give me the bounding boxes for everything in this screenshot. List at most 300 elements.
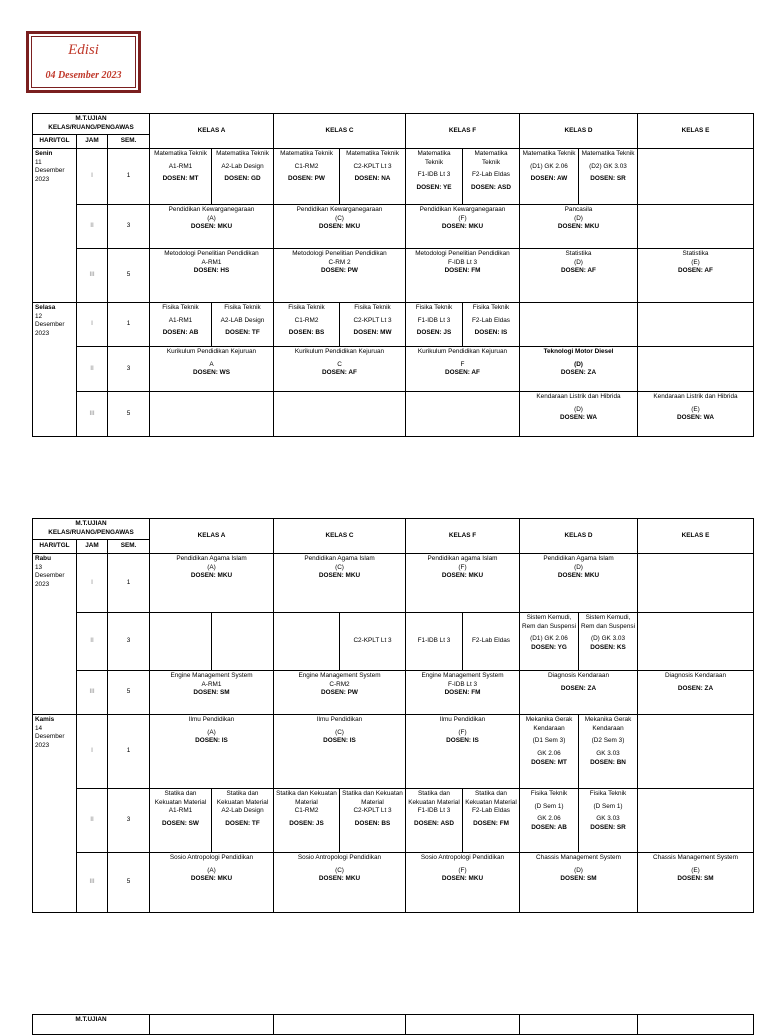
header-cell: [520, 1015, 638, 1035]
subject: Ilmu Pendidikan: [188, 716, 235, 723]
subject: Pendidikan Agama Islam: [176, 555, 247, 562]
lecturer: DOSEN: MKU: [441, 875, 484, 883]
lecturer: DOSEN: AF: [561, 267, 596, 275]
sem-cell: 1: [108, 554, 150, 613]
exam-cell: [150, 715, 274, 789]
jam-cell: I: [77, 149, 108, 205]
lecturer: DOSEN: MKU: [190, 223, 233, 231]
exam-cell: [150, 249, 274, 303]
day-name: Selasa: [35, 304, 56, 311]
subject: Statika dan Kekuatan Material: [465, 790, 517, 806]
subject: Pendidikan Kewarganegaraan: [419, 206, 506, 213]
subject: Kendaraan Listrik dan Hibrida: [653, 393, 738, 400]
exam-cell: [150, 205, 274, 249]
room: (D): [574, 866, 583, 874]
room: (C): [335, 563, 344, 571]
subject: Metodologi Penelitian Pendidikan: [164, 250, 259, 257]
subject: Matematika Teknik: [154, 150, 207, 157]
exam-cell: [520, 853, 638, 913]
header-kelas-e: KELAS E: [638, 519, 754, 554]
subject: Engine Management System: [298, 672, 381, 679]
exam-cell: [406, 303, 463, 347]
subject: Pendidikan Agama Islam: [543, 555, 614, 562]
empty-cell: [638, 613, 754, 671]
subject: Statika dan Kekuatan Material: [342, 790, 403, 806]
subject: Sosio Antropologi Pendidikan: [169, 854, 254, 861]
exam-cell: [274, 853, 406, 913]
jam-cell: III: [77, 249, 108, 303]
header-kelas-d: KELAS D: [520, 114, 638, 149]
jam-cell: I: [77, 303, 108, 347]
room: (D Sem 1): [534, 802, 564, 810]
exam-cell: [150, 554, 274, 613]
room: (D1) GK 2.06: [530, 635, 568, 643]
room: (D Sem 1): [593, 802, 623, 810]
sem-cell: 3: [108, 613, 150, 671]
empty-cell: [638, 347, 754, 392]
lecturer: DOSEN: IS: [474, 329, 508, 337]
edition-date: 04 Desember 2023: [45, 70, 122, 81]
day-name: Kamis: [35, 716, 55, 723]
room: A2-Lab Design: [221, 807, 264, 815]
room: C2-KPLT Lt 3: [353, 162, 392, 170]
lecturer: DOSEN: BN: [590, 758, 626, 766]
exam-cell: [638, 249, 754, 303]
empty-cell: [150, 613, 212, 671]
header-kelas-c: KELAS C: [274, 114, 406, 149]
lecturer: DOSEN: FM: [444, 267, 481, 275]
room: (F): [458, 214, 467, 222]
exam-cell: [463, 613, 520, 671]
subject: Kendaraan Listrik dan Hibrida: [536, 393, 621, 400]
jam-cell: II: [77, 205, 108, 249]
subject: Diagnosis Kendaraan: [547, 672, 610, 679]
room: (D2 Sem 3): [591, 737, 625, 745]
sem-cell: 1: [108, 149, 150, 205]
room: (C): [335, 214, 344, 222]
lecturer: DOSEN: IS: [446, 737, 479, 745]
exam-cell: [340, 789, 406, 853]
room: F2-Lab Eldas: [471, 171, 510, 179]
sem-cell: 1: [108, 715, 150, 789]
schedule-table-1: [32, 113, 754, 437]
lecturer: DOSEN: SM: [560, 875, 597, 883]
subject: Matematika Teknik: [280, 150, 333, 157]
day-month: Desember: [35, 733, 65, 741]
exam-cell: [150, 853, 274, 913]
room: (A): [207, 214, 216, 222]
room: C-RM 2: [328, 258, 351, 266]
lecturer: DOSEN: ZA: [560, 369, 597, 377]
day-month: Desember: [35, 321, 65, 329]
exam-cell: [274, 789, 340, 853]
exam-cell: [406, 554, 520, 613]
empty-cell: [638, 149, 754, 205]
exam-cell: [406, 853, 520, 913]
lecturer: DOSEN: GD: [224, 175, 261, 183]
subject: Statika dan Kekuatan Material: [276, 790, 337, 806]
room: F1-IDB Lt 3: [417, 316, 451, 324]
subject: Fisika Teknik: [589, 790, 627, 797]
lecturer: DOSEN: WA: [560, 414, 597, 422]
subject: Mekanika Gerak Kendaraan: [584, 716, 632, 732]
room: F: [460, 360, 465, 368]
lecturer: DOSEN: WS: [193, 369, 230, 377]
lecturer: DOSEN: AB: [162, 329, 199, 337]
jam-cell: II: [77, 613, 108, 671]
subject: Chassis Management System: [536, 854, 621, 861]
day-year: 2023: [35, 175, 50, 183]
lecturer: DOSEN: SM: [677, 875, 714, 883]
day-month: Desember: [35, 167, 65, 175]
exam-cell: [274, 149, 340, 205]
header-mt: [33, 1015, 150, 1035]
lecturer: DOSEN: TF: [225, 329, 260, 337]
exam-cell: [579, 613, 638, 671]
lecturer: DOSEN: SW: [162, 819, 199, 827]
room: F1-IDB Lt 3: [417, 807, 451, 815]
exam-cell: [520, 347, 638, 392]
day-year: 2023: [35, 741, 50, 749]
exam-cell: [520, 789, 579, 853]
empty-cell: [638, 303, 754, 347]
empty-cell: [638, 789, 754, 853]
subject: Pendidikan agama Islam: [427, 555, 498, 562]
header-mt: [33, 519, 150, 540]
empty-cell: [638, 205, 754, 249]
lecturer: DOSEN: ZA: [677, 684, 714, 692]
lecturer: DOSEN: AF: [322, 369, 357, 377]
exam-cell: [406, 789, 463, 853]
subject: Ilmu Pendidikan: [316, 716, 363, 723]
empty-cell: [274, 613, 340, 671]
lecturer: DOSEN: JS: [416, 329, 452, 337]
room: A2-Lab Design: [221, 162, 264, 170]
empty-cell: [212, 613, 274, 671]
room: (F): [458, 728, 467, 736]
subject: Engine Management System: [170, 672, 253, 679]
lecturer: DOSEN: ZA: [560, 684, 597, 692]
lecturer: DOSEN: ASD: [414, 819, 454, 827]
jam-cell: II: [77, 347, 108, 392]
exam-cell: [520, 715, 579, 789]
empty-cell: [638, 554, 754, 613]
subject: Matematika Teknik: [581, 150, 635, 157]
room: A-RM1: [201, 258, 222, 266]
exam-cell: [406, 249, 520, 303]
lecturer: DOSEN: MW: [353, 329, 392, 337]
room: (A): [207, 728, 216, 736]
room: (C): [335, 728, 344, 736]
room: A1-RM1: [168, 316, 193, 324]
lecturer: DOSEN: MT: [162, 175, 199, 183]
subject: Fisika Teknik: [415, 304, 453, 311]
exam-cell: [463, 303, 520, 347]
header-hari: HARI/TGL: [33, 135, 77, 149]
header-kelas-c: KELAS C: [274, 519, 406, 554]
room: GK 3.03: [596, 749, 620, 757]
header-kelas-e: KELAS E: [638, 114, 754, 149]
jam-cell: I: [77, 554, 108, 613]
exam-cell: [520, 149, 579, 205]
subject: Pendidikan Agama Islam: [304, 555, 375, 562]
schedule-table-2: [32, 518, 754, 913]
schedule-table-3: [32, 1014, 754, 1035]
header-jam: JAM: [77, 540, 108, 554]
subject: Sistem Kemudi, Rem dan Suspensi: [581, 614, 635, 630]
header-cell: [406, 1015, 520, 1035]
lecturer: DOSEN: JS: [289, 819, 324, 827]
room: C2-KPLT Lt 3: [353, 637, 392, 645]
lecturer: DOSEN: KS: [590, 643, 626, 651]
room: C2-KPLT Lt 3: [353, 807, 392, 815]
lecturer: DOSEN: SR: [590, 175, 626, 183]
sem-cell: 5: [108, 671, 150, 715]
jam-cell: II: [77, 789, 108, 853]
exam-cell: [579, 149, 638, 205]
subject: Matematika Teknik: [417, 150, 451, 166]
exam-cell: [463, 149, 520, 205]
room: F2-Lab Eldas: [471, 316, 510, 324]
room: (D1) GK 2.06: [530, 162, 568, 170]
exam-cell: [406, 613, 463, 671]
lecturer: DOSEN: MKU: [557, 223, 600, 231]
room: (A): [207, 563, 216, 571]
exam-cell: [274, 671, 406, 715]
room: C1-RM2: [294, 162, 319, 170]
room: A1-RM1: [168, 807, 193, 815]
subject: Matematika Teknik: [474, 150, 508, 166]
empty-cell: [520, 303, 638, 347]
exam-cell: [520, 613, 579, 671]
subject: Metodologi Penelitian Pendidikan: [415, 250, 510, 257]
subject: Matematika Teknik: [216, 150, 269, 157]
exam-cell: [274, 554, 406, 613]
room: C2-KPLT Lt 3: [353, 316, 392, 324]
exam-cell: [406, 715, 520, 789]
subject: Fisika Teknik: [530, 790, 568, 797]
sem-cell: 1: [108, 303, 150, 347]
exam-cell: [340, 303, 406, 347]
day-date: 12: [35, 312, 43, 320]
exam-cell: [520, 671, 638, 715]
lecturer: DOSEN: SM: [193, 689, 230, 697]
exam-cell: [274, 205, 406, 249]
room: A2-LAB Design: [220, 316, 265, 324]
lecturer: DOSEN: YE: [416, 183, 452, 191]
room: GK 3.03: [596, 815, 620, 823]
header-mt-text: M.T.UJIAN: [75, 115, 107, 123]
room: A1-RM1: [168, 162, 193, 170]
room: F2-Lab Eldas: [471, 637, 510, 645]
day-kamis: [33, 715, 77, 913]
room: (D): [574, 563, 583, 571]
subject: Statistika: [682, 250, 709, 257]
empty-cell: [638, 715, 754, 789]
edition-title: Edisi: [68, 42, 99, 58]
jam-cell: I: [77, 715, 108, 789]
lecturer: DOSEN: MKU: [441, 572, 484, 580]
room: (C): [335, 866, 344, 874]
header-kelas-ruang: KELAS/RUANG/PENGAWAS: [48, 529, 134, 536]
lecturer: DOSEN: HS: [193, 267, 230, 275]
empty-cell: [150, 392, 274, 437]
exam-cell: [274, 715, 406, 789]
edition-box: [26, 31, 141, 93]
room: (A): [207, 866, 216, 874]
empty-cell: [406, 392, 520, 437]
subject: Sistem Kemudi, Rem dan Suspensi: [522, 614, 576, 630]
subject: Pancasila: [564, 206, 593, 213]
room: (F): [458, 866, 467, 874]
jam-cell: III: [77, 671, 108, 715]
lecturer: DOSEN: AF: [445, 369, 480, 377]
room: C: [337, 360, 342, 368]
subject: Fisika Teknik: [472, 304, 510, 311]
room: (E): [691, 866, 700, 874]
subject: Statika dan Kekuatan Material: [154, 790, 207, 806]
header-kelas-a: KELAS A: [150, 114, 274, 149]
subject: Metodologi Penelitian Pendidikan: [292, 250, 387, 257]
sem-cell: 3: [108, 789, 150, 853]
lecturer: DOSEN: AF: [678, 267, 713, 275]
lecturer: DOSEN: IS: [195, 737, 228, 745]
sem-cell: 3: [108, 347, 150, 392]
header-kelas-a: KELAS A: [150, 519, 274, 554]
exam-cell: [406, 149, 463, 205]
lecturer: DOSEN: PW: [321, 689, 358, 697]
exam-cell: [340, 149, 406, 205]
room: C1-RM2: [294, 807, 319, 815]
lecturer: DOSEN: SR: [590, 823, 626, 831]
room: C-RM2: [329, 680, 350, 688]
header-mt: [33, 114, 150, 135]
subject: Statika dan Kekuatan Material: [216, 790, 269, 806]
day-name: Senin: [35, 150, 53, 157]
day-selasa: [33, 303, 77, 437]
header-kelas-f: KELAS F: [406, 519, 520, 554]
room: C1-RM2: [294, 316, 319, 324]
exam-cell: [638, 392, 754, 437]
subject: Matematika Teknik: [346, 150, 399, 157]
header-kelas-ruang: KELAS/RUANG/PENGAWAS: [48, 124, 134, 131]
lecturer: DOSEN: MKU: [190, 572, 233, 580]
header-mt-text: M.T.UJIAN: [75, 520, 107, 528]
room: (D) GK 3.03: [590, 635, 626, 643]
lecturer: DOSEN: WA: [677, 414, 714, 422]
day-date: 13: [35, 563, 43, 571]
lecturer: DOSEN: MKU: [318, 875, 361, 883]
lecturer: DOSEN: MKU: [318, 572, 361, 580]
lecturer: DOSEN: BS: [354, 819, 391, 827]
lecturer: DOSEN: MKU: [441, 223, 484, 231]
room: (D1 Sem 3): [532, 737, 566, 745]
room: F-IDB Lt 3: [447, 258, 478, 266]
room: (F): [458, 563, 467, 571]
subject: Kurikulum Pendidikan Kejuruan: [417, 348, 508, 355]
lecturer: DOSEN: BS: [288, 329, 325, 337]
subject: Fisika Teknik: [162, 304, 199, 311]
room: (E): [691, 258, 700, 266]
day-rabu: [33, 554, 77, 715]
subject: Diagnosis Kendaraan: [664, 672, 727, 679]
room: (D): [574, 214, 583, 222]
lecturer: DOSEN: TF: [225, 819, 260, 827]
room: (D): [574, 405, 583, 413]
subject: Sosio Antropologi Pendidikan: [297, 854, 382, 861]
subject: Kurikulum Pendidikan Kejuruan: [166, 348, 257, 355]
exam-cell: [406, 347, 520, 392]
day-year: 2023: [35, 580, 50, 588]
subject: Chassis Management System: [653, 854, 738, 861]
room: A: [209, 360, 214, 368]
room: (E): [691, 405, 700, 413]
exam-cell: [274, 249, 406, 303]
header-cell: [274, 1015, 406, 1035]
exam-cell: [274, 347, 406, 392]
exam-cell: [212, 303, 274, 347]
subject: Fisika Teknik: [354, 304, 391, 311]
lecturer: DOSEN: MT: [531, 758, 567, 766]
subject: Sosio Antropologi Pendidikan: [420, 854, 505, 861]
exam-cell: [212, 789, 274, 853]
sem-cell: 3: [108, 205, 150, 249]
exam-cell: [150, 789, 212, 853]
subject: Matematika Teknik: [522, 150, 576, 157]
subject: Ilmu Pendidikan: [439, 716, 486, 723]
sem-cell: 5: [108, 853, 150, 913]
lecturer: DOSEN: MKU: [190, 875, 233, 883]
room: GK 2.06: [537, 749, 561, 757]
subject: Kurikulum Pendidikan Kejuruan: [294, 348, 385, 355]
day-senin: [33, 149, 77, 303]
lecturer: DOSEN: YG: [531, 643, 567, 651]
header-kelas-f: KELAS F: [406, 114, 520, 149]
exam-cell: [520, 205, 638, 249]
day-date: 11: [35, 158, 42, 166]
day-date: 14: [35, 724, 43, 732]
header-sem: SEM.: [108, 135, 150, 149]
lecturer: DOSEN: PW: [321, 267, 358, 275]
exam-cell: [463, 789, 520, 853]
subject: Statika dan Kekuatan Material: [408, 790, 460, 806]
lecturer: DOSEN: FM: [473, 819, 509, 827]
exam-cell: [520, 392, 638, 437]
lecturer: DOSEN: AB: [531, 823, 567, 831]
subject: Mekanika Gerak Kendaraan: [525, 716, 573, 732]
lecturer: DOSEN: NA: [354, 175, 391, 183]
exam-cell: [212, 149, 274, 205]
exam-cell: [520, 249, 638, 303]
exam-cell: [638, 853, 754, 913]
exam-cell: [340, 613, 406, 671]
room: (D): [574, 258, 583, 266]
room: (D2) GK 3.03: [589, 162, 627, 170]
exam-cell: [520, 554, 638, 613]
header-hari: HARI/TGL: [33, 540, 77, 554]
header-cell: [638, 1015, 754, 1035]
jam-cell: III: [77, 853, 108, 913]
jam-cell: III: [77, 392, 108, 437]
room: F1-IDB Lt 3: [417, 171, 451, 179]
lecturer: DOSEN: AW: [530, 175, 568, 183]
lecturer: DOSEN: MKU: [557, 572, 600, 580]
exam-cell: [150, 149, 212, 205]
exam-cell: [274, 303, 340, 347]
lecturer: DOSEN: IS: [323, 737, 356, 745]
sem-cell: 5: [108, 392, 150, 437]
exam-cell: [406, 671, 520, 715]
